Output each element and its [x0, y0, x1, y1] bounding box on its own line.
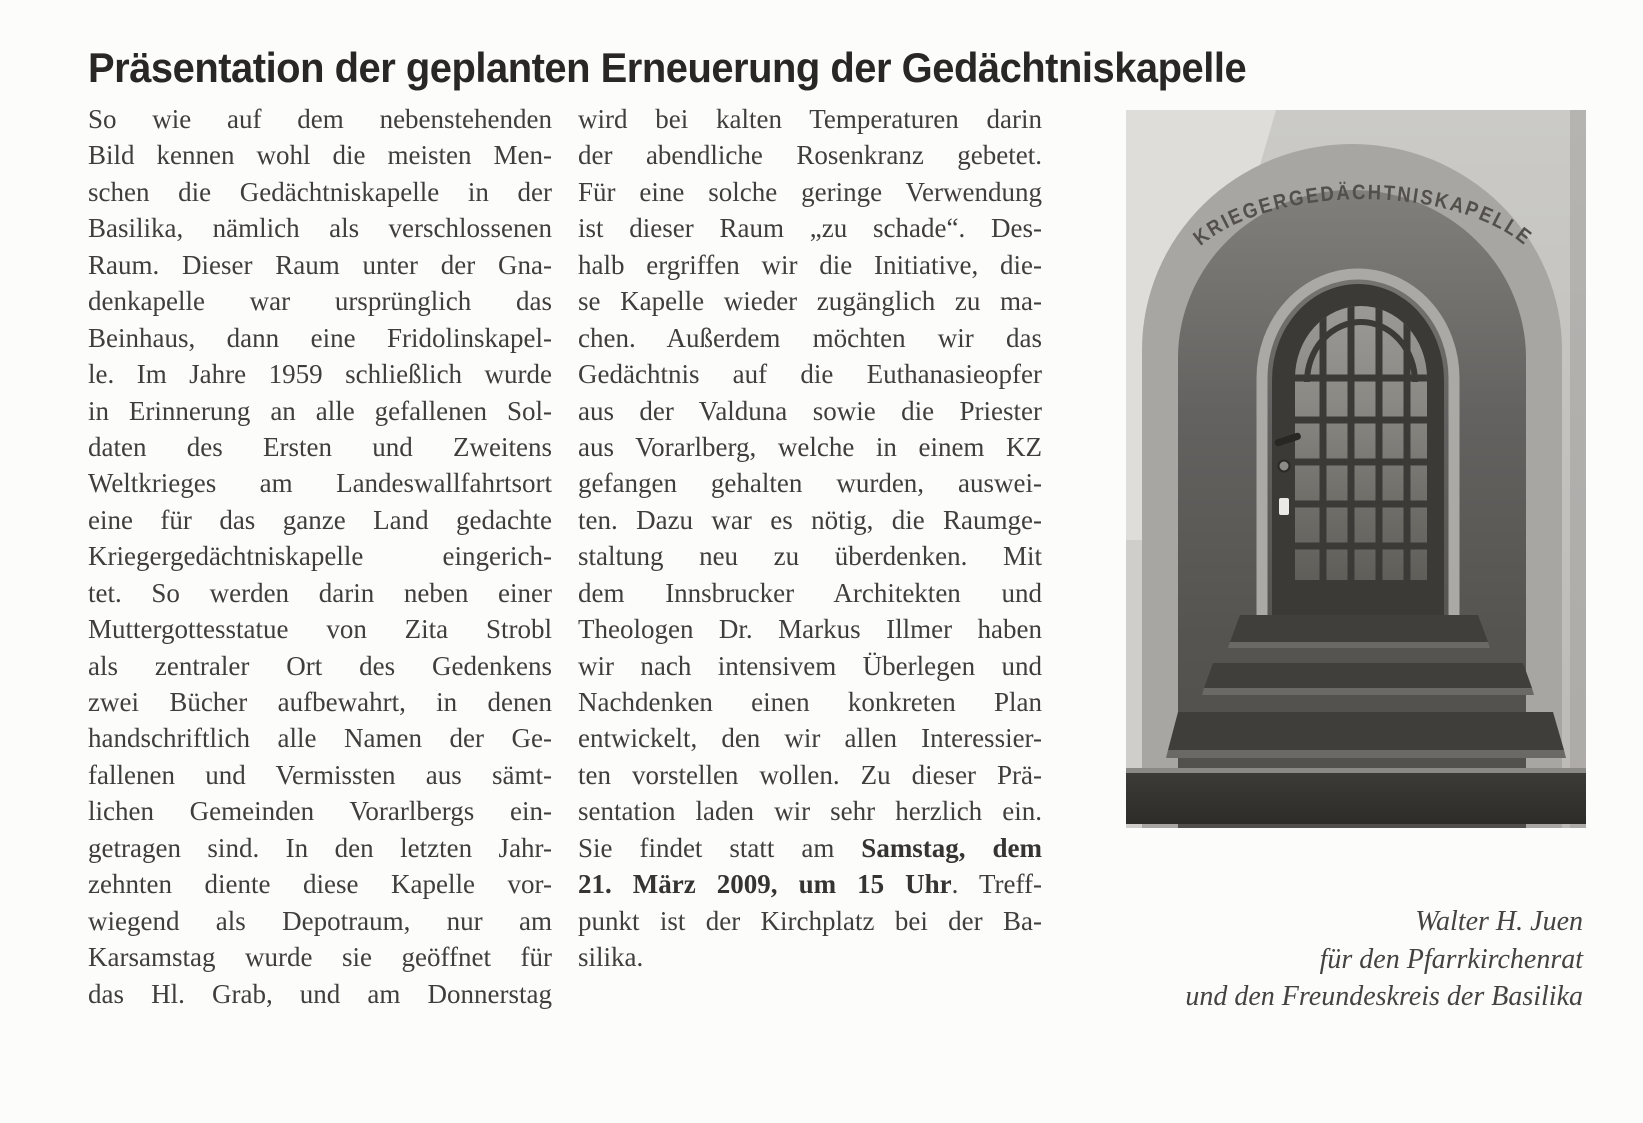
- text-line: lichen Gemeinden Vorarlbergs ein-: [88, 796, 552, 827]
- wall-right-shade: [1570, 110, 1586, 828]
- text-line: chen. Außerdem möchten wir das: [578, 322, 1042, 353]
- text-line: So wie auf dem nebenstehenden: [88, 104, 552, 134]
- text-line: ten. Dazu war es nötig, die Raumge-: [578, 504, 1042, 535]
- photo-caption: [1063, 903, 1583, 1016]
- text-line: das Hl. Grab, und am Donnerstag: [88, 978, 552, 1009]
- text-line: 21. März 2009, um 15 Uhr. Treff-: [578, 869, 1042, 900]
- text-line: Basilika, nämlich als verschlossenen: [88, 213, 552, 244]
- text-line: eine für das ganze Land gedachte: [88, 504, 552, 535]
- text-line: handschriftlich alle Namen der Ge-: [88, 723, 552, 754]
- text-line: Walter H. Juen: [1415, 906, 1583, 937]
- arch-inscription: KRIEGERGEDÄCHTNISKAPELLE: [1189, 181, 1539, 252]
- text-line: und den Freundeskreis der Basilika: [1185, 981, 1583, 1012]
- text-line: wiegend als Depotraum, nur am: [88, 905, 552, 936]
- text-line: daten des Ersten und Zweitens: [88, 431, 552, 462]
- text-line: denkapelle war ursprünglich das: [88, 286, 552, 317]
- text-line: wir nach intensivem Überlegen und: [578, 650, 1042, 681]
- text-line: für den Pfarrkirchenrat: [1319, 943, 1583, 975]
- chapel-photo-figure: [1126, 110, 1586, 828]
- text-line: in Erinnerung an alle gefallenen Sol-: [88, 395, 552, 426]
- text-line: entwickelt, den wir allen Interessier-: [578, 723, 1042, 754]
- text-line: Nachdenken einen konkreten Plan: [578, 687, 1042, 717]
- text-line: tet. So werden darin neben einer: [88, 577, 552, 608]
- text-line: zehnten diente diese Kapelle vor-: [88, 869, 552, 900]
- text-line: sentation laden wir sehr herzlich ein.: [578, 796, 1042, 827]
- text-line: staltung neu zu überdenken. Mit: [578, 541, 1042, 572]
- text-line: Karsamstag wurde sie geöffnet für: [88, 942, 552, 973]
- text-line: Sie findet statt am Samstag, dem: [578, 832, 1043, 863]
- text-line: als zentraler Ort des Gedenkens: [88, 650, 552, 681]
- chapel-photo: [1126, 110, 1586, 828]
- text-line: Für eine solche geringe Verwendung: [578, 176, 1042, 207]
- floor-edge-highlight: [1126, 768, 1586, 773]
- page-title: Präsentation der geplanten Erneuerung der Gedächtniskapelle: [88, 44, 1247, 92]
- text-line: Weltkrieges am Landeswallfahrtsort: [88, 468, 552, 499]
- text-line: fallenen und Vermissten aus sämt-: [88, 759, 552, 790]
- text-line: ist dieser Raum „zu schade“. Des-: [578, 213, 1042, 244]
- text-line: gefangen gehalten wurden, auswei-: [578, 468, 1042, 499]
- text-line: ten vorstellen wollen. Zu dieser Prä-: [578, 759, 1042, 790]
- text-line: Gedächtnis auf die Euthanasieopfer: [578, 359, 1042, 390]
- article-column-left: [88, 101, 552, 1012]
- text-line: silika.: [578, 942, 644, 973]
- door-glass-grid: [1295, 306, 1427, 580]
- text-line: Beinhaus, dann eine Fridolinskapel-: [88, 322, 552, 353]
- text-line: zwei Bücher aufbewahrt, in denen: [88, 687, 552, 717]
- text-line: wird bei kalten Temperaturen darin: [578, 104, 1042, 134]
- floor-band: [1126, 772, 1586, 824]
- text-line: der abendliche Rosenkranz gebetet.: [578, 140, 1042, 171]
- text-line: Bild kennen wohl die meisten Men-: [88, 140, 552, 171]
- text-line: Raum. Dieser Raum unter der Gna-: [88, 249, 552, 280]
- text-line: aus Vorarlberg, welche in einem KZ: [578, 431, 1042, 462]
- text-line: dem Innsbrucker Architekten und: [578, 577, 1042, 608]
- text-line: Theologen Dr. Markus Illmer haben: [578, 614, 1042, 645]
- article-column-right: [578, 101, 1042, 976]
- text-line: getragen sind. In den letzten Jahr-: [88, 832, 552, 863]
- text-line: schen die Gedächtniskapelle in der: [88, 176, 552, 207]
- text-line: se Kapelle wieder zugänglich zu ma-: [578, 286, 1042, 317]
- text-line: le. Im Jahre 1959 schließlich wurde: [88, 359, 552, 390]
- text-line: halb ergriffen wir die Initiative, die-: [578, 249, 1042, 280]
- text-line: Kriegergedächtniskapelle eingerich-: [88, 541, 552, 572]
- text-line: punkt ist der Kirchplatz bei der Ba-: [578, 905, 1042, 936]
- text-line: Muttergottesstatue von Zita Strobl: [88, 614, 552, 645]
- text-line: aus der Valduna sowie die Priester: [578, 395, 1042, 426]
